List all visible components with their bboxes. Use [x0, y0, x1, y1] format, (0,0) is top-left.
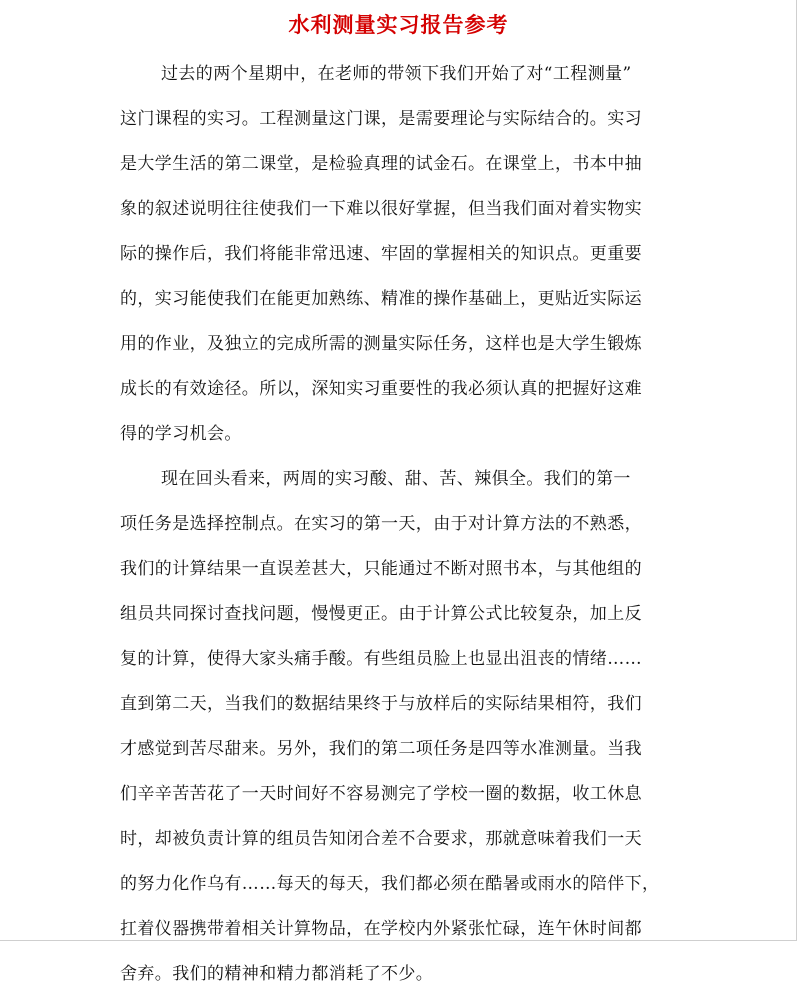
text-line: 的，实习能使我们在能更加熟练、精准的操作基础上，更贴近实际运	[120, 289, 642, 309]
paragraph-1	[120, 52, 685, 457]
text-line: 成长的有效途径。所以，深知实习重要性的我必须认真的把握好这难	[120, 379, 642, 399]
document-body	[120, 52, 685, 997]
text-line: 项任务是选择控制点。在实习的第一天，由于对计算方法的不熟悉，	[120, 514, 642, 534]
text-line: 用的作业，及独立的完成所需的测量实际任务，这样也是大学生锻炼	[120, 334, 642, 354]
text-line: 际的操作后，我们将能非常迅速、牢固的掌握相关的知识点。更重要	[120, 244, 642, 264]
text-line: 直到第二天，当我们的数据结果终于与放样后的实际结果相符，我们	[120, 694, 642, 714]
text-line: 扛着仪器携带着相关计算物品，在学校内外紧张忙碌，连午休时间都	[120, 919, 642, 939]
text-line: 时，却被负责计算的组员告知闭合差不合要求，那就意味着我们一天	[120, 829, 642, 849]
paragraph-2	[120, 457, 685, 997]
text-line: 过去的两个星期中，在老师的带领下我们开始了对“工程测量”	[161, 64, 632, 84]
text-line: 们辛辛苦苦花了一天时间好不容易测完了学校一圈的数据，收工休息	[120, 784, 642, 804]
text-line: 舍弃。我们的精神和精力都消耗了不少。	[120, 964, 434, 984]
text-line: 是大学生活的第二课堂，是检验真理的试金石。在课堂上，书本中抽	[120, 154, 642, 174]
text-line: 我们的计算结果一直误差甚大，只能通过不断对照书本，与其他组的	[120, 559, 642, 579]
text-line: 复的计算，使得大家头痛手酸。有些组员脸上也显出沮丧的情绪……	[120, 649, 642, 669]
text-line: 现在回头看来，两周的实习酸、甜、苦、辣俱全。我们的第一	[161, 469, 631, 489]
text-line: 的努力化作乌有……每天的每天，我们都必须在酷暑或雨水的陪伴下，	[120, 874, 660, 894]
document-title: 水利测量实习报告参考	[288, 13, 509, 37]
text-line: 得的学习机会。	[120, 424, 242, 444]
text-line: 才感觉到苦尽甜来。另外，我们的第二项任务是四等水准测量。当我	[120, 739, 642, 759]
text-line: 这门课程的实习。工程测量这门课，是需要理论与实际结合的。实习	[120, 109, 642, 129]
text-line: 组员共同探讨查找问题，慢慢更正。由于计算公式比较复杂，加上反	[120, 604, 642, 624]
text-line: 象的叙述说明往往使我们一下难以很好掌握，但当我们面对着实物实	[120, 199, 642, 219]
